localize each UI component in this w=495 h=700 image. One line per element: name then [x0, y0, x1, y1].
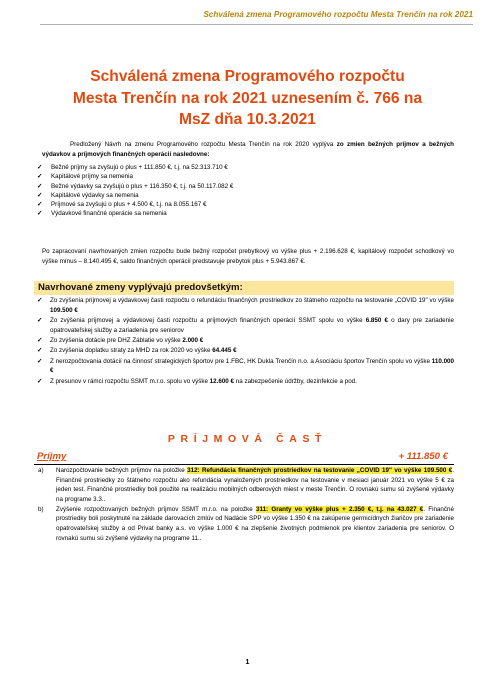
highlighted-text: 311: Granty vo výške plus + 2.350 €, t.j. na 43.027 € [255, 505, 424, 513]
check-icon: ✓ [37, 347, 43, 355]
summary-item: ✓ Bežné príjmy sa zvyšujú o plus + 111.850 €, t.j. na 52.313.710 € [37, 164, 228, 171]
title-line-3: MsZ dňa 10.3.2021 [179, 111, 316, 128]
changes-heading: Navrhované zmeny vyplývajú predovšetkým: [38, 282, 243, 293]
summary-item: ✓ Výdavkové finančné operácie sa nemenia [37, 210, 167, 218]
check-icon: ✓ [37, 201, 43, 209]
check-icon: ✓ [37, 173, 43, 181]
check-icon: ✓ [37, 336, 43, 344]
check-icon: ✓ [37, 357, 43, 365]
check-icon: ✓ [37, 316, 43, 324]
item-marker: b) [38, 505, 44, 513]
header-rule [40, 24, 473, 25]
check-icon: ✓ [37, 377, 43, 385]
summary-item: ✓ Kapitálové príjmy sa nemenia [37, 173, 133, 181]
changes-list [34, 296, 454, 387]
prijmy-row [34, 451, 454, 465]
prijmy-label: Príjmy [37, 451, 67, 462]
check-icon: ✓ [37, 164, 43, 171]
check-icon: ✓ [37, 182, 43, 190]
title-line-1: Schválená zmena Programového rozpočtu [90, 68, 405, 85]
running-header: Schválená zmena Programového rozpočtu Mesta Trenčín na rok 2021 [203, 10, 473, 19]
change-item: ✓ Z nerozpočtovania dotácií na činnosť strategických športov pre 1.FBC, HK Dukla Trenčín n.o. a Asociáciu športov Trenčín spolu vo výške 110.000 € [37, 357, 454, 375]
change-item: ✓ Zo zvýšenia príjmovej a výdavkovej časti rozpočtu o refundáciu finančných prostriedkov zo štátneho rozpočtu na testovanie „COVID 19" vo výške 109.500 € [37, 297, 454, 314]
summary-item: ✓ Kapitálové výdavky sa nemenia [37, 191, 139, 199]
summary-item: ✓ Príjmové sa zvyšujú o plus + 4.500 €, t.j. na 8.055.167 € [37, 201, 207, 209]
intro-paragraph [42, 140, 454, 159]
budget-result-paragraph: Po zapracovaní navrhovaných zmien rozpočtu bude bežný rozpočet prebytkový vo výške plus + 2.196.628 €, kapitálový rozpočet schodkový vo výške mínus – 8.140.495 €, saldo finančných operácií predstavuje prebytok plus + 5.943.867 €. [42, 248, 454, 265]
summary-item: ✓ Bežné výdavky sa zvyšujú o plus + 116.350 €, t.j. na 50.117.082 € [37, 182, 234, 190]
change-item: ✓ Zo zvýšenia doplatku straty za MHD za rok 2020 vo výške 64.445 € [37, 347, 237, 355]
item-marker: a) [38, 467, 44, 474]
changes-heading-bar [34, 281, 454, 295]
section-heading: PRÍJMOVÁ ČASŤ [167, 433, 328, 445]
check-icon: ✓ [37, 191, 43, 199]
income-item: b) Zvýšenie rozpočtovaných bežných príjmov SSMT m.r.o. na položke 311: Granty vo výške plus + 2.350 €, t.j. na 43.027 €. Finančné prostriedky boli poskytnuté na základe darovacích zmlúv od Nadácie SPP vo výške 1.350 € na zakúpenie germicídnych žiaričov pre zariadenie opatrovateľskej služby a od Privat banky a.s. vo výške 1.000 € na zlepšenie životných podmienok pre klientov zariadenia pre seniorov. O rovnakú sumu sú zvýšené výdavky na programe 11.. [38, 505, 454, 542]
change-item: ✓ Z presunov v rámci rozpočtu SSMT m.r.o. spolu vo výške 12.600 € na zabezpečenie údržby, dezinfekcie a pod. [37, 377, 357, 385]
intro-text: Predložený Návrh na zmenu Programového rozpočtu Mesta Trenčín na rok 2020 vyplýva [70, 141, 337, 148]
intro-bold-text: zo zmien bežných príjmov a bežných výdavkov a príjmových finančných operácií nasledovne: [42, 141, 454, 158]
change-item: ✓ Zo zvýšenia dotácie pre DHZ Záblatie vo výške 2.000 € [37, 336, 204, 344]
title-line-2: Mesta Trenčín na rok 2021 uznesením č. 766 na [72, 89, 423, 107]
check-icon: ✓ [37, 210, 43, 218]
prijmy-amount: + 111.850 € [398, 451, 448, 462]
income-items-list [36, 466, 454, 544]
income-item: a) Narozpočtovanie bežných príjmov na položke 312: Refundácia finančných prostriedkov na testovanie „COVID 19" vo výške 109.500 €. Finančné prostriedky zo štátneho rozpočtu ako refundácia vynaložených prostriedkov na testovanie v mesiaci január 2021 vo výške 5 € za jeden test. Finančné prostriedky boli použité na realizáciu mobilných odberových miest v meste Trenčín. O rovnakú sumu sú zvýšené výdavky na programe 3.3.. [38, 467, 454, 503]
highlighted-text: 312: Refundácia finančných prostriedkov na testovanie „COVID 19" vo výške 109.500 € [187, 467, 453, 474]
document-title [30, 66, 465, 131]
summary-list [34, 163, 454, 219]
check-icon: ✓ [37, 297, 43, 304]
change-item: ✓ Zo zvýšenia príjmovej a výdavkovej časti rozpočtu a príjmových finančných operácií SSMT spolu vo výške 6.850 € o dary pre zariadenie opatrovateľskej služby a zariadenia pre seniorov [37, 316, 454, 334]
page-number: 1 [245, 659, 250, 666]
